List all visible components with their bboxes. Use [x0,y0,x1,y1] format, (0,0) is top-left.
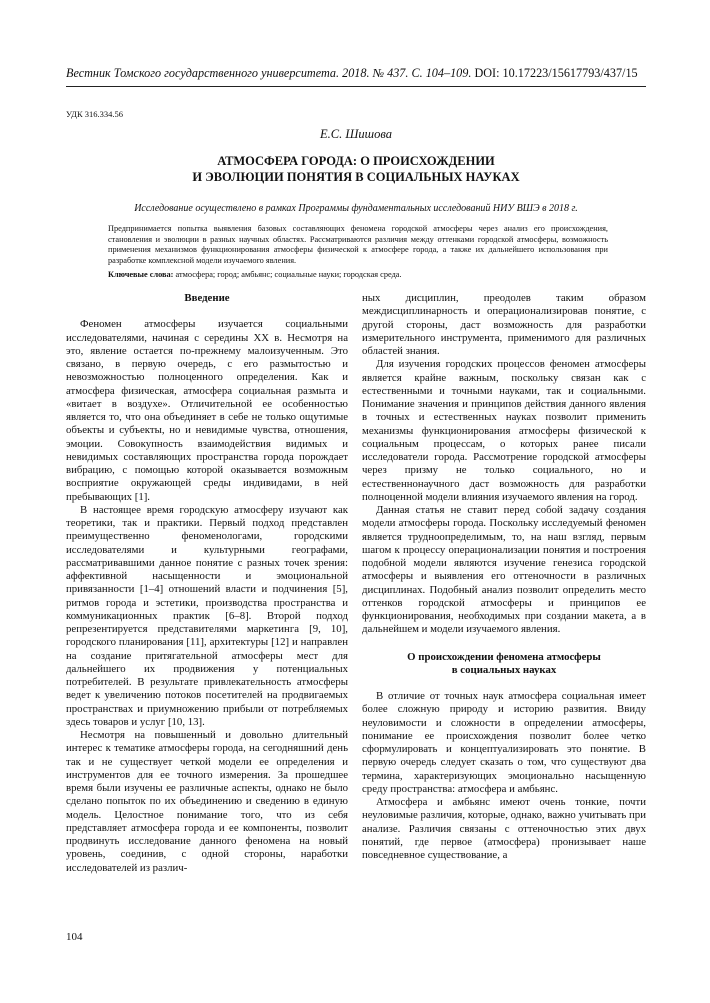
author: Е.С. Шишова [320,127,392,141]
paragraph: В настоящее время городскую атмосферу изучают как теоретики, так и практики. Первый подход представлен преимущественно феноменологами, городскими исследователями и культурными географами, рассматривавшими данное понятие с разных точек зрения: аффективной насыщенности и эмоциональной привязанности [1–4] отношений власти и подчинения [5], ритмов города и эстетики, производства пространства и коммуникационных практик [6–8]. Второй подход репрезентируется представителями маркетинга [9, 10], городского планирования [11], архитектуры [12] и направлен на создание притягательной атмосферы мест для дальнейшего их продвижения у потенциальных потребителей. В результате привлекательность атмосферы ведет к увеличению потоков посетителей на продвигаемых пространствах и приумножению прибыли от потребляемых здесь товаров и услуг [10, 13]. [66,503,348,728]
paragraph: Для изучения городских процессов феномен атмосферы является крайне важным, поскольку связан как с естественными и точными науками, так и социальными. Понимание значения и принципов действия данного явления в точных и естественных науках позволит применить механизмы функционирования атмосферы физической к социальным процессам, о которых ранее писали исследователи города. Рассмотрение городской атмосферы через призму не только социального, но и естественнонаучного даст возможность для разработки полноценной модели влияния изучаемого явления на город. [362,358,646,503]
abstract: Предпринимается попытка выявления базовых составляющих феномена городской атмосферы через анализ его происхождения, становления и эволюции в разных научных областях. Рассматриваются различия между оттенками городской атмосферы, возможность применения механизмов функционирования атмосферы физической к атмосфере города, а также их дальнейшего использования при разработке комплексной модели изучаемого явления. [108,224,608,265]
title-line-1: АТМОСФЕРА ГОРОДА: О ПРОИСХОЖДЕНИИ [217,154,495,168]
section-heading-origin [362,651,646,678]
header-rule [66,86,646,87]
udk-code: УДК 316.334.56 [66,109,124,119]
paragraph: ных дисциплин, преодолев таким образом междисциплинарность и операционализировав понятие, с другой стороны, даст возможность для разработки измерительного инструмента, применимого для различных областей знания. [362,292,646,357]
funding-note: Исследование осуществлено в рамках Программы фундаментальных исследований НИУ ВШЭ в 2018 г. [134,203,578,214]
paragraph: Несмотря на повышенный и довольно длительный интерес к тематике атмосферы города, на сегодняшний день так и не существует четкой модели ее определения и инструментов для ее точного измерения. За прошедшее время были изучены ее различные аспекты, однако не было сделано попыток по их объединению и сведению в единую модель. Целостное понимание того, что из себя представляет атмосфера города и ее компоненты, позволит продвинуть исследование данного феномена на новый уровень, соединив, с одной стороны, наработки исследователей из различ- [66,729,348,874]
left-column [66,292,348,875]
article-title [66,153,646,185]
right-column [362,292,646,862]
section-heading-intro: Введение [184,292,230,304]
keywords [108,270,608,281]
paragraph: Данная статья не ставит перед собой задачу создания модели атмосферы города. Поскольку исследуемый феномен является трудноопределимым, то, на наш взгляд, первым шагом к процессу операционализации понятия и построения подобной модели являются изучение генезиса городской атмосферы и выявления его оттеночности в различных дисциплинах. Подобный анализ позволит определить место оттенков городской атмосферы и принципов ее функционирования, необходимых при создании макета, а в дальнейшем и модели изучаемого явления. [362,504,646,636]
journal-header [66,66,646,81]
journal-citation: Вестник Томского государственного университета. 2018. № 437. С. 104–109. [66,66,472,80]
page-number: 104 [66,931,83,943]
keywords-label: Ключевые слова: [108,270,174,279]
paragraph: Атмосфера и амбьянс имеют очень тонкие, почти неуловимые различия, которые, однако, важно учитывать при анализе. Различия связаны с оттеночностью этих двух понятий, где первое (атмосфера) пронизывает наше повседневное существование, а [362,796,646,861]
paragraph: Феномен атмосферы изучается социальными исследователями, начиная с середины XX в. Несмотря на это, явление остается по-прежнему малоизученным. Это связано, в первую очередь, с его размытостью и невозможностью полноценного определения. Как и атмосфера физическая, атмосфера социальная размыта и «витает в воздухе». Отличительной ее особенностью является то, что она объединяет в себе не только ощутимые объекты и субъекты, но и невидимые чувства, отношения, эмоции. Совокупность взаимодействия видимых и невидимых составляющих пространства города порождает вибрацию, с помощью которой оказывается возможным восприятие окружающей среды индивидами, в ней пребывающих [1]. [66,318,348,503]
paragraph: В отличие от точных наук атмосфера социальная имеет более сложную природу и историю развития. Ввиду неуловимости и сложности в определении атмосферы, понимание ее происхождения позволит более четко сформулировать и концептуализировать это понятие. В первую очередь следует сказать о том, что существуют два термина, характеризующих эмоционально насыщенную среду пространства: атмосфера и амбьянс. [362,690,646,795]
section-heading-line-2: в социальных науках [451,663,557,676]
section-heading-line-1: О происхождении феномена атмосферы [407,650,601,663]
keywords-list: атмосфера; город; амбьянс; социальные науки; городская среда. [173,270,402,279]
title-line-2: И ЭВОЛЮЦИИ ПОНЯТИЯ В СОЦИАЛЬНЫХ НАУКАХ [192,170,520,184]
doi: DOI: 10.17223/15617793/437/15 [474,66,638,80]
